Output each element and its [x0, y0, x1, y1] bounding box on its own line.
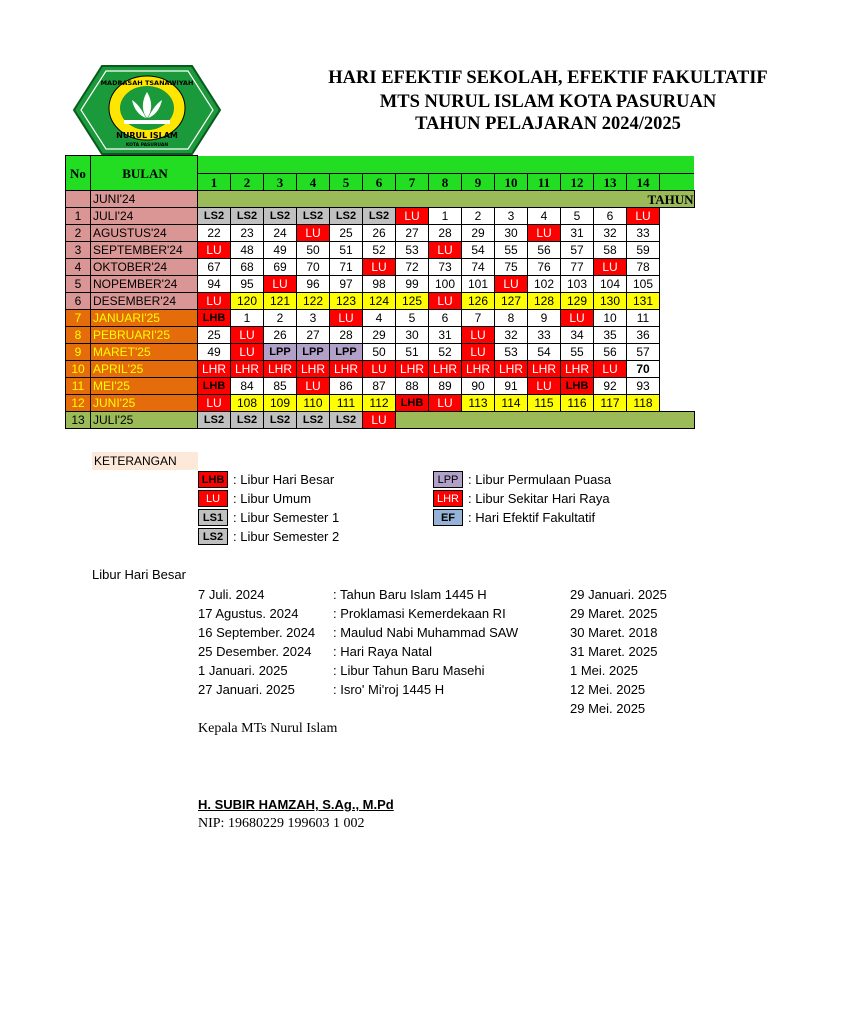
day-cell: 33	[528, 327, 561, 344]
day-cell: 93	[627, 378, 660, 395]
day-cell: 99	[396, 276, 429, 293]
legend-ls2-text: : Libur Semester 2	[233, 529, 340, 544]
holidays-label: Libur Hari Besar	[92, 567, 186, 582]
day-cell: LU	[594, 361, 627, 378]
day-cell: 56	[528, 242, 561, 259]
day-cell: 123	[330, 293, 363, 310]
day-cell: LU	[429, 293, 462, 310]
day-cell: LU	[495, 276, 528, 293]
day-cell: 31	[429, 327, 462, 344]
legend-ef-text: : Hari Efektif Fakultatif	[468, 510, 596, 525]
day-cell: 26	[363, 225, 396, 242]
day-cell: 28	[330, 327, 363, 344]
day-cell: 1	[429, 208, 462, 225]
day-cell: 1	[231, 310, 264, 327]
month-label: PEBRUARI'25	[91, 327, 198, 344]
day-cell: LU	[198, 395, 231, 412]
day-cell: 9	[528, 310, 561, 327]
month-row	[66, 344, 695, 361]
day-cell: LHR	[528, 361, 561, 378]
day-cell: 109	[264, 395, 297, 412]
day-cell: 111	[330, 395, 363, 412]
day-cell: 35	[594, 327, 627, 344]
month-row	[66, 395, 695, 412]
day-cell: 31	[561, 225, 594, 242]
day-cell: 90	[462, 378, 495, 395]
month-label: OKTOBER'24	[91, 259, 198, 276]
day-cell: 126	[462, 293, 495, 310]
day-cell: 5	[561, 208, 594, 225]
day-cell: LPP	[330, 344, 363, 361]
day-cell: 54	[528, 344, 561, 361]
month-label: MARET'25	[91, 344, 198, 361]
day-cell: 30	[495, 225, 528, 242]
day-cell: LU	[627, 208, 660, 225]
day-cell: 49	[198, 344, 231, 361]
logo-city: KOTA PASURUAN	[125, 143, 169, 148]
day-cell: LU	[198, 242, 231, 259]
day-cell: LHB	[198, 310, 231, 327]
day-cell: LS2	[264, 412, 297, 429]
day-cell: LHR	[198, 361, 231, 378]
day-cell: 55	[495, 242, 528, 259]
day-cell: 100	[429, 276, 462, 293]
day-cell: 4	[528, 208, 561, 225]
day-cell: LU	[231, 344, 264, 361]
day-cell: 101	[462, 276, 495, 293]
day-cell: LHB	[396, 395, 429, 412]
day-cell: 95	[231, 276, 264, 293]
month-row	[66, 361, 695, 378]
day-cell: 118	[627, 395, 660, 412]
day-number: 1	[198, 174, 231, 191]
day-cell: LHR	[297, 361, 330, 378]
day-cell: LU	[561, 310, 594, 327]
day-cell: 56	[594, 344, 627, 361]
day-cell: 53	[396, 242, 429, 259]
day-number: 7	[396, 174, 429, 191]
day-cell: 29	[462, 225, 495, 242]
day-cell: LS2	[231, 208, 264, 225]
holiday-desc: : Tahun Baru Islam 1445 H	[333, 587, 487, 602]
day-cell: LU	[231, 327, 264, 344]
day-cell: LS2	[231, 412, 264, 429]
logo-arc-text: MADRASAH TSANAWIYAH	[100, 79, 194, 87]
holiday-date: 16 September. 2024	[198, 625, 316, 640]
day-cell: LU	[396, 208, 429, 225]
day-cell: 105	[627, 276, 660, 293]
day-cell: 96	[297, 276, 330, 293]
day-cell: 36	[627, 327, 660, 344]
day-number: 14	[627, 174, 660, 191]
day-cell: 6	[429, 310, 462, 327]
row-number: 7	[66, 310, 91, 327]
row-number: 1	[66, 208, 91, 225]
day-cell: 128	[528, 293, 561, 310]
header-band	[198, 156, 695, 174]
day-cell: LS2	[330, 412, 363, 429]
row-number: 8	[66, 327, 91, 344]
day-cell: 94	[198, 276, 231, 293]
row-number: 2	[66, 225, 91, 242]
day-cell: 32	[495, 327, 528, 344]
holiday-date2: 29 Januari. 2025	[570, 587, 667, 602]
title-line-1: HARI EFEKTIF SEKOLAH, EFEKTIF FAKULTATIF	[328, 68, 768, 88]
day-cell: LU	[363, 412, 396, 429]
day-cell: LHR	[231, 361, 264, 378]
day-cell: 25	[330, 225, 363, 242]
day-cell: LHR	[330, 361, 363, 378]
holiday-date2: 1 Mei. 2025	[570, 663, 638, 678]
row-number: 3	[66, 242, 91, 259]
legend-ls1-text: : Libur Semester 1	[233, 510, 340, 525]
day-cell: 115	[528, 395, 561, 412]
holiday-date: 7 Juli. 2024	[198, 587, 265, 602]
month-label: APRIL'25	[91, 361, 198, 378]
day-cell: 120	[231, 293, 264, 310]
day-cell: 78	[627, 259, 660, 276]
row-number: 13	[66, 412, 91, 429]
legend-lhr-text: : Libur Sekitar Hari Raya	[468, 491, 610, 506]
day-cell: 89	[429, 378, 462, 395]
day-cell: 57	[627, 344, 660, 361]
holiday-date: 17 Agustus. 2024	[198, 606, 299, 621]
legend-ls1-swatch: LS1	[198, 509, 228, 526]
holiday-date2: 30 Maret. 2018	[570, 625, 658, 640]
day-cell: 88	[396, 378, 429, 395]
header-no: No	[66, 156, 91, 191]
day-cell: 52	[429, 344, 462, 361]
day-cell: 116	[561, 395, 594, 412]
day-cell: 27	[396, 225, 429, 242]
signature-name: H. SUBIR HAMZAH, S.Ag., M.Pd	[198, 797, 394, 812]
day-cell: LS2	[297, 208, 330, 225]
month-row	[66, 310, 695, 327]
day-number: 10	[495, 174, 528, 191]
juni-24-row	[66, 191, 695, 208]
day-cell: LPP	[297, 344, 330, 361]
day-cell: 58	[594, 242, 627, 259]
day-cell: LU	[198, 293, 231, 310]
band-text: TAHUN	[198, 191, 695, 208]
day-cell: 121	[264, 293, 297, 310]
logo-name: NURUL ISLAM	[116, 131, 178, 140]
day-cell: 29	[363, 327, 396, 344]
day-cell: 55	[561, 344, 594, 361]
day-cell: 102	[528, 276, 561, 293]
day-cell: LS2	[363, 208, 396, 225]
month-label: JULI'24	[91, 208, 198, 225]
day-cell: 53	[495, 344, 528, 361]
legend-lu-text: : Libur Umum	[233, 491, 312, 506]
day-cell: LS2	[264, 208, 297, 225]
day-cell: 129	[561, 293, 594, 310]
legend-lpp-text: : Libur Permulaan Puasa	[468, 472, 612, 487]
day-cell: 112	[363, 395, 396, 412]
day-cell: LU	[528, 378, 561, 395]
day-cell: 76	[528, 259, 561, 276]
day-cell: 10	[594, 310, 627, 327]
day-cell: 50	[297, 242, 330, 259]
day-cell: 103	[561, 276, 594, 293]
day-cell: 84	[231, 378, 264, 395]
day-cell: 27	[297, 327, 330, 344]
day-cell: 86	[330, 378, 363, 395]
day-cell: 59	[627, 242, 660, 259]
holiday-date2: 12 Mei. 2025	[570, 682, 646, 697]
day-cell: LHB	[198, 378, 231, 395]
legend-lhb-text: : Libur Hari Besar	[233, 472, 335, 487]
day-number: 8	[429, 174, 462, 191]
month-row	[66, 412, 695, 429]
day-cell: 25	[198, 327, 231, 344]
day-cell: LHB	[561, 378, 594, 395]
legend-lhb-swatch: LHB	[198, 471, 228, 488]
day-cell: 24	[264, 225, 297, 242]
day-cell: 54	[462, 242, 495, 259]
day-cell: LU	[297, 378, 330, 395]
day-cell: LHR	[561, 361, 594, 378]
day-cell: LHR	[495, 361, 528, 378]
day-cell: LHR	[462, 361, 495, 378]
month-row	[66, 242, 695, 259]
day-cell: 113	[462, 395, 495, 412]
holiday-desc: : Isro' Mi'roj 1445 H	[333, 682, 445, 697]
keterangan-label: KETERANGAN	[92, 452, 198, 470]
day-cell: 131	[627, 293, 660, 310]
day-cell: LU	[297, 225, 330, 242]
day-number: 5	[330, 174, 363, 191]
day-cell: 124	[363, 293, 396, 310]
holiday-date2: 29 Mei. 2025	[570, 701, 646, 716]
day-cell: LU	[594, 259, 627, 276]
day-cell: 74	[462, 259, 495, 276]
day-cell: 49	[264, 242, 297, 259]
day-cell: 97	[330, 276, 363, 293]
day-cell: LU	[462, 344, 495, 361]
title-line-2: MTS NURUL ISLAM KOTA PASURUAN	[379, 92, 717, 112]
day-cell: 2	[462, 208, 495, 225]
day-cell: LU	[462, 327, 495, 344]
day-cell: 114	[495, 395, 528, 412]
day-cell: LU	[363, 259, 396, 276]
month-label: NOPEMBER'24	[91, 276, 198, 293]
month-row	[66, 327, 695, 344]
day-cell: 77	[561, 259, 594, 276]
row-number: 9	[66, 344, 91, 361]
day-cell: 23	[231, 225, 264, 242]
month-row	[66, 259, 695, 276]
day-cell: 30	[396, 327, 429, 344]
day-number: 13	[594, 174, 627, 191]
signature-nip: NIP: 19680229 199603 1 002	[198, 816, 365, 831]
day-cell: LU	[330, 310, 363, 327]
holiday-date2: 31 Maret. 2025	[570, 644, 658, 659]
day-cell: LS2	[330, 208, 363, 225]
day-cell: 51	[396, 344, 429, 361]
day-cell: 72	[396, 259, 429, 276]
day-cell: 122	[297, 293, 330, 310]
day-cell: 87	[363, 378, 396, 395]
calendar-table	[65, 155, 695, 429]
day-cell: 70	[297, 259, 330, 276]
day-number: 12	[561, 174, 594, 191]
day-cell: 98	[363, 276, 396, 293]
day-cell: 51	[330, 242, 363, 259]
holiday-date: 25 Desember. 2024	[198, 644, 312, 659]
day-cell: 7	[462, 310, 495, 327]
day-cell: 108	[231, 395, 264, 412]
row-number: 6	[66, 293, 91, 310]
legend-lu-swatch: LU	[198, 490, 228, 507]
legend-lpp-swatch: LPP	[433, 471, 463, 488]
day-cell: 26	[264, 327, 297, 344]
day-cell: 91	[495, 378, 528, 395]
day-cell: 67	[198, 259, 231, 276]
month-label: AGUSTUS'24	[91, 225, 198, 242]
holiday-desc: : Maulud Nabi Muhammad SAW	[333, 625, 519, 640]
title-line-3: TAHUN PELAJARAN 2024/2025	[415, 114, 681, 134]
day-cell: 68	[231, 259, 264, 276]
day-cell: 5	[396, 310, 429, 327]
day-cell: 71	[330, 259, 363, 276]
day-cell: 8	[495, 310, 528, 327]
month-row	[66, 225, 695, 242]
day-cell: 22	[198, 225, 231, 242]
day-cell: LS2	[198, 208, 231, 225]
legend-ef-swatch: EF	[433, 509, 463, 526]
day-cell: 32	[594, 225, 627, 242]
month-row	[66, 293, 695, 310]
day-cell: 127	[495, 293, 528, 310]
month-row	[66, 208, 695, 225]
school-logo	[72, 62, 222, 158]
day-cell: LHR	[396, 361, 429, 378]
day-cell: 2	[264, 310, 297, 327]
day-cell: LU	[429, 395, 462, 412]
holiday-desc: : Hari Raya Natal	[333, 644, 432, 659]
day-cell: 117	[594, 395, 627, 412]
day-number: 11	[528, 174, 561, 191]
day-cell: 104	[594, 276, 627, 293]
month-label: MEI'25	[91, 378, 198, 395]
day-cell: 11	[627, 310, 660, 327]
day-cell: 4	[363, 310, 396, 327]
day-number: 4	[297, 174, 330, 191]
day-cell: 75	[495, 259, 528, 276]
day-cell: LPP	[264, 344, 297, 361]
day-cell: 33	[627, 225, 660, 242]
day-cell: 130	[594, 293, 627, 310]
day-cell: 3	[297, 310, 330, 327]
day-cell: 48	[231, 242, 264, 259]
signature-role: Kepala MTs Nurul Islam	[198, 721, 338, 736]
row-number: 11	[66, 378, 91, 395]
day-cell: 85	[264, 378, 297, 395]
day-cell: 69	[264, 259, 297, 276]
holiday-date: 1 Januari. 2025	[198, 663, 288, 678]
month-label: JUNI'24	[91, 191, 198, 208]
day-cell: 52	[363, 242, 396, 259]
day-cell: 73	[429, 259, 462, 276]
day-cell: LU	[363, 361, 396, 378]
day-cell: 28	[429, 225, 462, 242]
month-label: SEPTEMBER'24	[91, 242, 198, 259]
holiday-desc: : Proklamasi Kemerdekaan RI	[333, 606, 506, 621]
row-number: 12	[66, 395, 91, 412]
day-cell: LHR	[264, 361, 297, 378]
day-number: 2	[231, 174, 264, 191]
row-number: 10	[66, 361, 91, 378]
month-row	[66, 276, 695, 293]
day-cell: 125	[396, 293, 429, 310]
day-cell: LS2	[297, 412, 330, 429]
row-number: 5	[66, 276, 91, 293]
day-cell: 50	[363, 344, 396, 361]
day-cell: 110	[297, 395, 330, 412]
month-label: JANUARI'25	[91, 310, 198, 327]
holiday-date2: 29 Maret. 2025	[570, 606, 658, 621]
legend-lhr-swatch: LHR	[433, 490, 463, 507]
day-cell: LU	[528, 225, 561, 242]
day-cell: LS2	[198, 412, 231, 429]
day-cell: LU	[264, 276, 297, 293]
day-cell: 3	[495, 208, 528, 225]
row-number: 4	[66, 259, 91, 276]
day-cell: 6	[594, 208, 627, 225]
day-cell: 34	[561, 327, 594, 344]
holiday-date: 27 Januari. 2025	[198, 682, 295, 697]
month-label: JUNI'25	[91, 395, 198, 412]
holiday-desc: : Libur Tahun Baru Masehi	[333, 663, 485, 678]
month-row	[66, 378, 695, 395]
day-cell: 57	[561, 242, 594, 259]
legend-ls2-swatch: LS2	[198, 528, 228, 545]
month-label: JULI'25	[91, 412, 198, 429]
day-number: 6	[363, 174, 396, 191]
day-cell: LHR	[429, 361, 462, 378]
day-cell: 70	[627, 361, 660, 378]
day-cell: LU	[429, 242, 462, 259]
day-number: 9	[462, 174, 495, 191]
day-number: 3	[264, 174, 297, 191]
header-bulan: BULAN	[91, 156, 198, 191]
day-cell: 92	[594, 378, 627, 395]
month-label: DESEMBER'24	[91, 293, 198, 310]
